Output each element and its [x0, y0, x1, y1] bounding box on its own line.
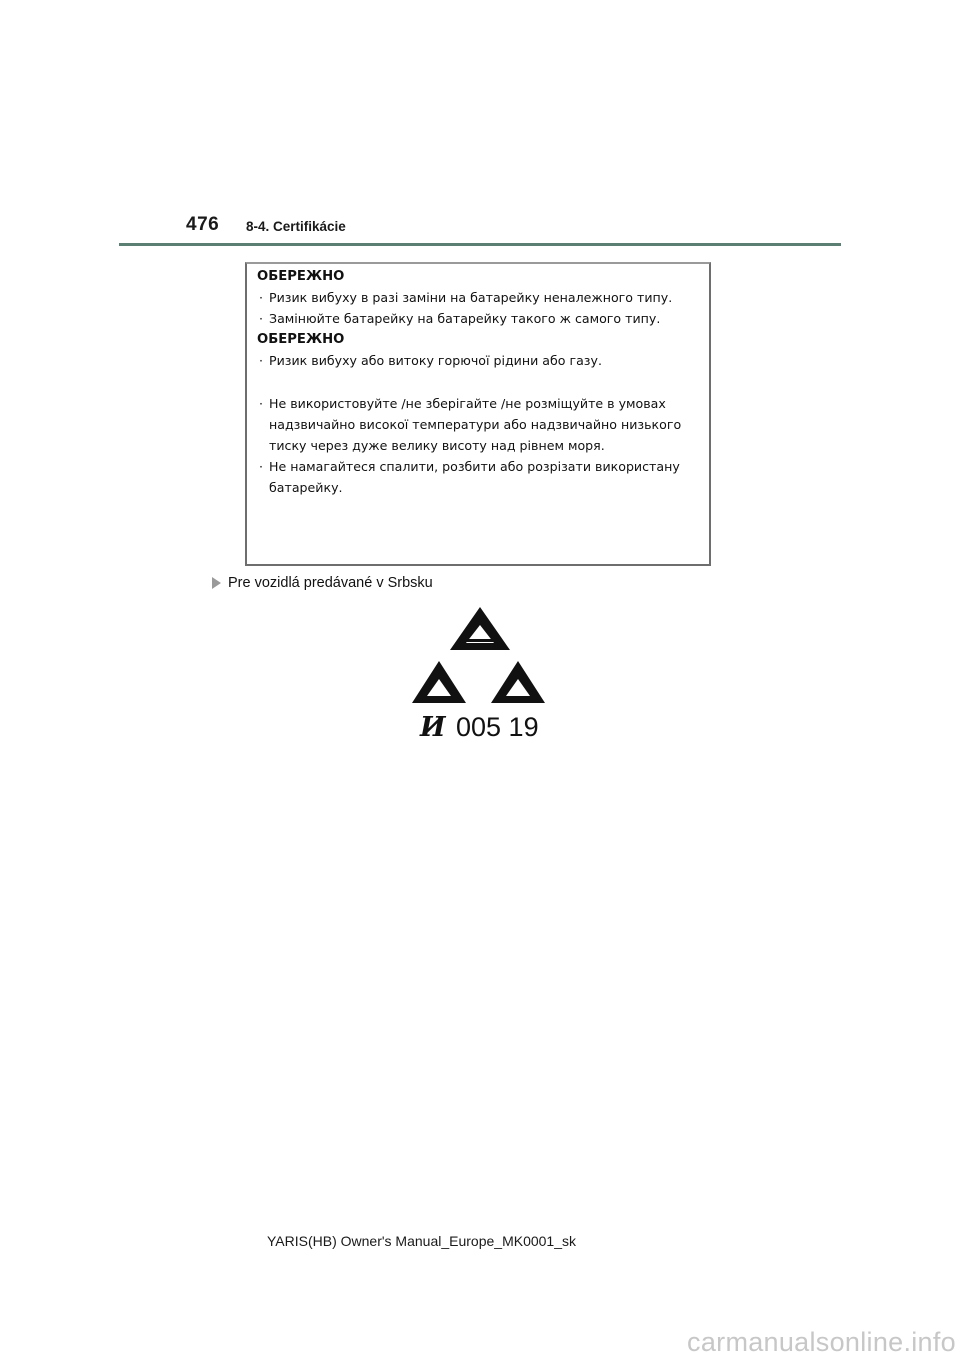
warning-label-box	[245, 262, 711, 566]
market-note	[212, 575, 433, 591]
header-divider	[119, 243, 841, 246]
bullet-text: Не намагайтеся спалити, розбити або розрізати використану	[269, 459, 680, 474]
bullet-dot: ·	[259, 459, 264, 474]
watermark: carmanualsonline.info	[687, 1327, 956, 1357]
cert-number: 005 19	[456, 712, 539, 740]
warning-bullet	[257, 287, 701, 308]
bullet-text: Ризик вибуху в разі заміни на батарейку неналежного типу.	[269, 290, 673, 305]
triangle-icon	[450, 607, 510, 650]
triangle-icon	[412, 661, 466, 703]
bullet-continuation: тиску через дуже велику висоту над рівнем моря.	[269, 438, 605, 453]
bullet-text: Замінюйте батарейку на батарейку такого ж самого типу.	[269, 311, 661, 326]
bullet-continuation: батарейку.	[269, 480, 343, 495]
warning-heading: ОБЕРЕЖНО	[257, 332, 345, 347]
bullet-dot: ·	[259, 396, 264, 411]
page-number: 476	[186, 214, 220, 235]
section-title: 8-4. Certifikácie	[246, 219, 346, 234]
footer-text: YARIS(HB) Owner's Manual_Europe_MK0001_sk	[267, 1233, 576, 1249]
bullet-dot: ·	[259, 353, 264, 368]
bullet-dot: ·	[259, 311, 264, 326]
bullet-text: Ризик вибуху або витоку горючої рідини або газу.	[269, 353, 602, 368]
warning-label-text	[257, 266, 701, 498]
warning-bullet	[257, 456, 701, 477]
bullet-continuation: надзвичайно високої температури або надзвичайно низького	[269, 417, 682, 432]
warning-bullet	[257, 393, 701, 414]
bullet-dot: ·	[259, 290, 264, 305]
certification-mark	[410, 605, 550, 740]
market-label: Pre vozidlá predávané v Srbsku	[228, 575, 433, 591]
triangle-right-icon	[212, 577, 221, 589]
triangle-icon	[491, 661, 545, 703]
cert-letter: И	[420, 712, 446, 740]
warning-bullet	[257, 308, 701, 329]
warning-heading: ОБЕРЕЖНО	[257, 269, 345, 284]
bullet-text: Не використовуйте /не зберігайте /не розміщуйте в умовах	[269, 396, 666, 411]
warning-bullet	[257, 350, 701, 371]
